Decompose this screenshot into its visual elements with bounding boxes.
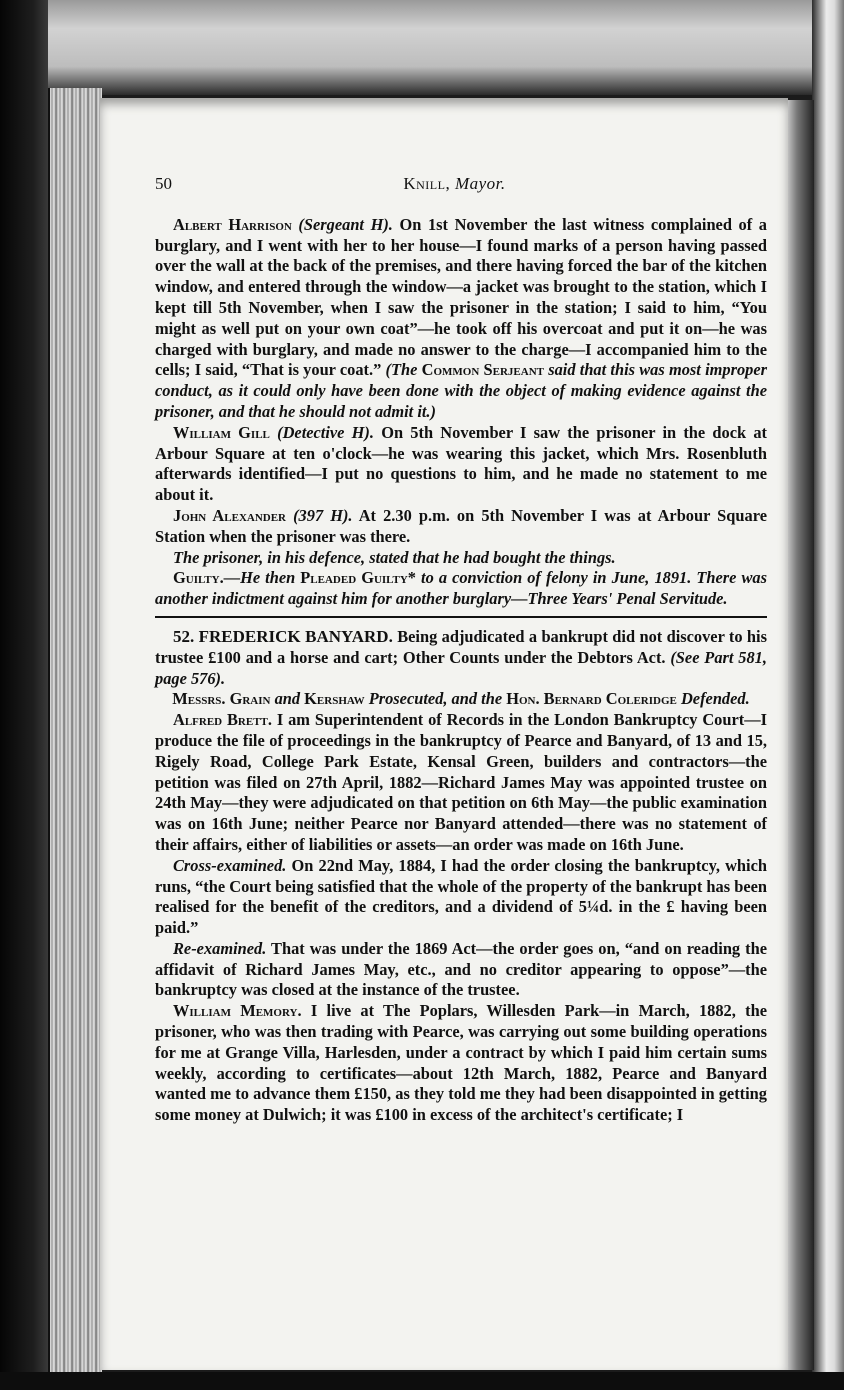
book-page bbox=[100, 98, 788, 1370]
testimony-memory bbox=[155, 1001, 767, 1126]
charge-text: Being adjudicated a bankrupt did not discover to his trustee £100 and a horse and cart; Other Counts under the Debtors Act. bbox=[155, 626, 767, 667]
testimony-alexander bbox=[155, 506, 767, 548]
case-reference: (See Part 581, page 576). bbox=[155, 647, 767, 688]
witness-name: Albert Harrison bbox=[173, 214, 292, 234]
prisoner-defence: The prisoner, in his defence, stated that he had bought the things. bbox=[173, 547, 616, 567]
testimony-harrison bbox=[155, 215, 767, 423]
case-heading: 52. FREDERICK BANYARD. Being adjudicated a bankrupt did not discover to his trustee £100 and a horse and cart; Other Counts under the Debtors Act. (See Part 581, page 576). bbox=[155, 626, 767, 688]
running-head-name: Knill, bbox=[403, 174, 451, 193]
cross-examination: Cross-examined. On 22nd May, 1884, I had the order closing the bankruptcy, which runs, “the Court being satisfied that the whole of the property of the bankrupt has been realised for the benefit of the creditors, and a dividend of 5¼d. in the £ having been paid.” bbox=[155, 855, 767, 938]
page-header bbox=[155, 174, 767, 195]
testimony-text: On 5th November I saw the prisoner in the dock at Arbour Square at ten o'clock—he was wearing this jacket, which Mrs. Rosenbluth afterwards identified—I put no questions to him, and he made no statement to me about it. bbox=[155, 422, 767, 505]
running-head bbox=[172, 174, 767, 195]
scan-background-bottom bbox=[0, 1372, 844, 1390]
page-number: 50 bbox=[155, 174, 172, 193]
testimony-text: On 1st November the last witness complained of a burglary, and I went with her to her house—I found marks of a person having passed over the wall at the back of the premises, and there having forced the bar of the kitchen window, and entered through the window—a jacket was brought to the station, which I kept till 5th November, when I saw the prisoner in the station; I said to him, “You might as well put on your own coat”—he took off his overcoat and put it on—he was charged with burglary, and made no answer to the charge—I accompanied him to the cells; I said, “That is your coat.” bbox=[155, 214, 767, 380]
scan-background-top bbox=[0, 0, 844, 95]
page-content bbox=[155, 174, 767, 1126]
page-edge-shadow bbox=[786, 100, 814, 1370]
counsel-line: Messrs. Grain and Kershaw Prosecuted, and the Hon. Bernard Coleridge Defended. bbox=[172, 689, 750, 709]
witness-name: John Alexander bbox=[173, 505, 286, 525]
testimony-text: I live at The Poplars, Willesden Park—in March, 1882, the prisoner, who was then trading with Pearce, was carrying out some building operations for me at Grange Villa, Harlesden, under a contract by which I paid him certain sums weekly, according to certificates—about 12th March, 1882, Pearce and Banyard wanted me to advance them £150, as they told me they had been disappointed in getting some money at Dulwich; it was £100 in excess of the architect's certificate; I bbox=[155, 1001, 767, 1125]
re-examination: Re-examined. That was under the 1869 Act—the order goes on, “and on reading the affidavit of Richard James May, etc., and no creditor appearing to oppose”—the bankruptcy was closed at the instance of the trustee. bbox=[155, 938, 767, 1000]
witness-name: William Memory. bbox=[173, 1001, 302, 1021]
book-binding-gutter bbox=[48, 88, 102, 1376]
testimony-gill bbox=[155, 423, 767, 506]
witness-name: William Gill bbox=[173, 422, 270, 442]
scan-background-left bbox=[0, 0, 48, 1390]
witness-designation: (397 H). bbox=[293, 505, 353, 525]
testimony-brett bbox=[155, 710, 767, 856]
testimony-text: I am Superintendent of Records in the London Bankruptcy Court—I produce the file of proceedings in the bankruptcy of Pearce and Banyard, of 13 and 15, Rigely Road, College Park Estate, Kensal Green, builders and contractors—the petition was filed on 27th April, 1882—Richard James May was appointed trustee on 24th May—they were adjudicated on that petition on 6th May—the public examination was on 16th June; neither Pearce nor Banyard attended—there was no statement of their affairs, either of liabilities or assets—an order was made on 16th June. bbox=[155, 710, 767, 854]
witness-designation: (Sergeant H). bbox=[298, 214, 393, 234]
witness-name: Alfred Brett. bbox=[173, 710, 272, 730]
verdict: Guilty.—He then Pleaded Guilty* to a conviction of felony in June, 1891. There was another indictment against him for another burglary—Three Years' Penal Servitude. bbox=[155, 568, 767, 609]
case-divider bbox=[155, 616, 767, 618]
testimony-text: At 2.30 p.m. on 5th November I was at Arbour Square Station when the prisoner was there. bbox=[155, 505, 767, 546]
defendant-name: FREDERICK BANYARD. bbox=[198, 626, 393, 646]
scan-background-right bbox=[812, 0, 844, 1390]
running-head-title: Mayor. bbox=[454, 174, 506, 193]
judge-note: (The Common Serjeant said that this was most improper conduct, as it could only have been done with the object of making evidence against the prisoner, and that he should not admit it.) bbox=[155, 360, 767, 421]
witness-designation: (Detective H). bbox=[277, 422, 374, 442]
